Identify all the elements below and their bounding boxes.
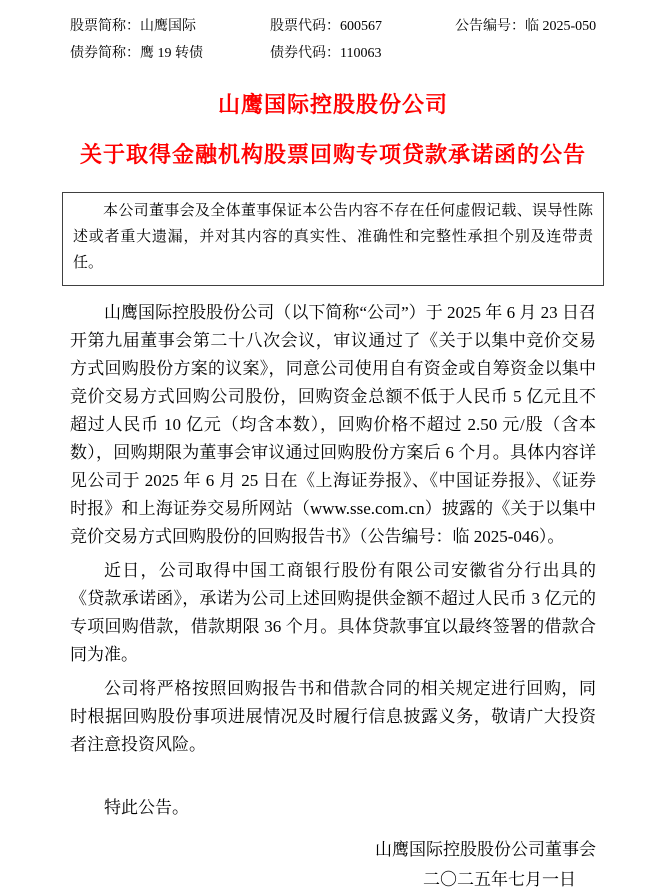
bond-code [270,45,455,62]
closing-statement: 特此公告。 [104,798,189,817]
bond-abbr-value: 鹰 19 转债 [140,46,203,61]
announcement-no [455,18,596,35]
announcement-body [70,299,596,759]
stock-abbr-label: 股票简称： [70,19,140,34]
announcement-no-label: 公告编号： [455,19,525,34]
bond-abbr-label: 债券简称： [70,46,140,61]
bond-abbr [70,45,270,62]
stock-code-label: 股票代码： [270,19,340,34]
body-paragraph-3: 公司将严格按照回购报告书和借款合同的相关规定进行回购，同时根据回购股份事项进展情况及时履行信息披露义务，敬请广大投资者注意投资风险。 [70,679,596,754]
body-paragraph-1: 山鹰国际控股股份公司（以下简称“公司”）于 2025 年 6 月 23 日召开第九届董事会第二十八次会议，审议通过了《关于以集中竞价交易方式回购股份方案的议案》，同意公司使用自有资金或自筹资金以集中竞价交易方式回购公司股份，回购资金总额不低于人民币 5 亿元且不超过人民币 10 亿元（均含本数），回购价格不超过 2.50 元/股（含本数），回购期限为董事会审议通过回购股份方案后 6 个月。具体内容详见公司于 2025 年 6 月 25 日在《上海证券报》、《中国证券报》、《证券时报》和上海证券交易所网站（www.sse.com.cn）披露的《关于以集中竞价交易方式回购股份的回购报告书》（公告编号：临 2025-046）。 [70,303,596,546]
announcement-no-value: 临 2025-050 [525,19,597,34]
signature-block [70,835,596,895]
bond-code-label: 债券代码： [270,46,340,61]
header-spacer [455,45,596,62]
stock-abbr-value: 山鹰国际 [140,19,196,34]
stock-code [270,18,455,35]
bond-code-value: 110063 [340,46,382,61]
company-title: 山鹰国际控股股份公司 [217,92,448,117]
stock-abbr [70,18,270,35]
stock-code-value: 600567 [340,19,382,34]
announcement-title: 关于取得金融机构股票回购专项贷款承诺函的公告 [79,142,586,167]
signature-date: 二〇二五年七月一日 [423,870,576,889]
board-disclaimer-box: 本公司董事会及全体董事保证本公告内容不存在任何虚假记载、误导性陈述或者重大遗漏，并对其内容的真实性、准确性和完整性承担个别及连带责任。 [62,192,604,286]
document-header [70,18,596,62]
body-paragraph-2: 近日，公司取得中国工商银行股份有限公司安徽省分行出具的《贷款承诺函》，承诺为公司上述回购提供金额不超过人民币 3 亿元的专项回购借款，借款期限 36 个月。具体贷款事宜以最终签署的借款合同为准。 [70,561,596,664]
signature-company: 山鹰国际控股股份公司董事会 [375,840,596,859]
